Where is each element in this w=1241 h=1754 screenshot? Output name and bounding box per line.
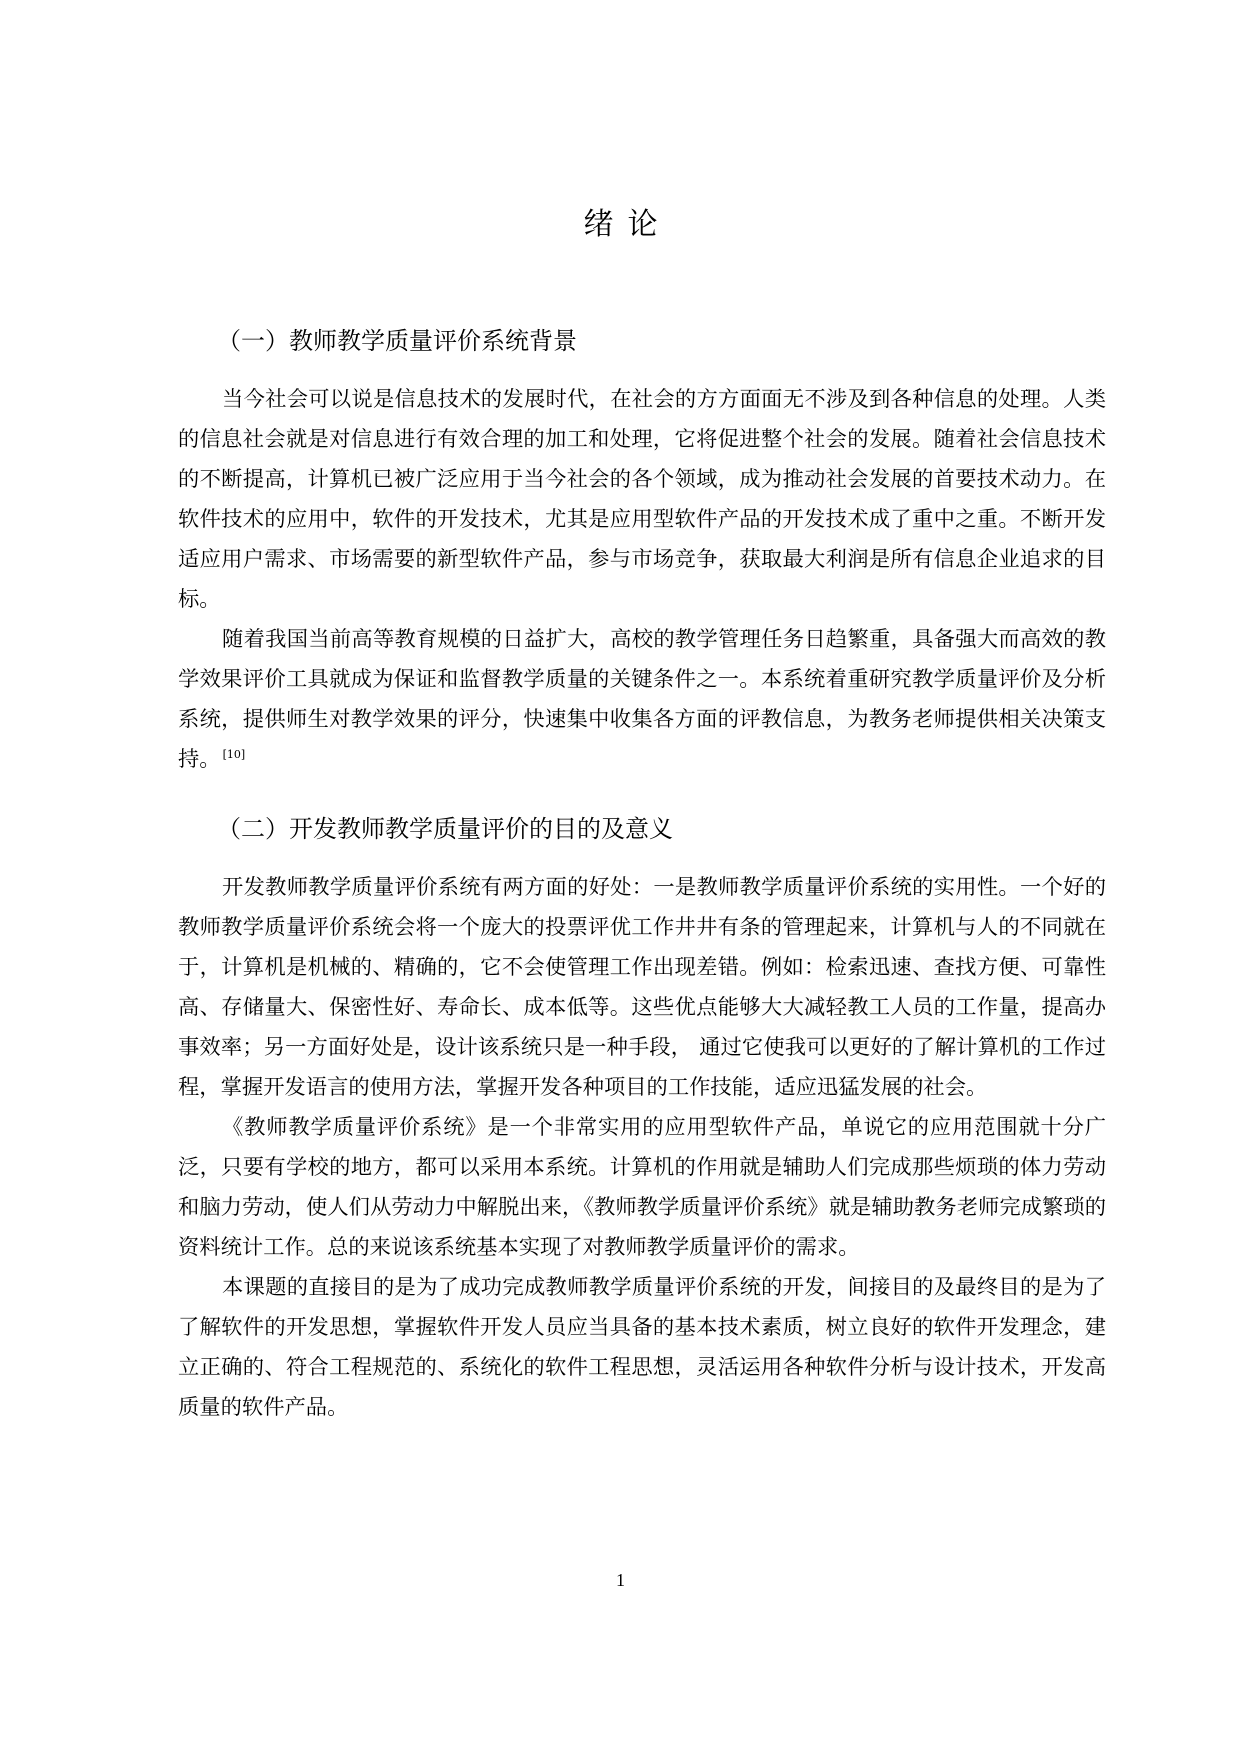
page-number: 1 bbox=[616, 1570, 625, 1590]
paragraph bbox=[178, 380, 1106, 620]
paragraph-text: 当今社会可以说是信息技术的发展时代，在社会的方方面面无不涉及到各种信息的处理。人类的信息社会就是对信息进行有效合理的加工和处理，它将促进整个社会的发展。随着社会信息技术的不断提高，计算机已被广泛应用于当今社会的各个领域，成为推动社会发展的首要技术动力。在软件技术的应用中，软件的开发技术，尤其是应用型软件产品的开发技术成了重中之重。不断开发适应用户需求、市场需要的新型软件产品，参与市场竞争，获取最大利润是所有信息企业追求的目标。 bbox=[178, 387, 1106, 612]
paragraph-text: 《教师教学质量评价系统》是一个非常实用的应用型软件产品，单说它的应用范围就十分广泛，只要有学校的地方，都可以采用本系统。计算机的作用就是辅助人们完成那些烦琐的体力劳动和脑力劳动，使人们从劳动力中解脱出来，《教师教学质量评价系统》就是辅助教务老师完成繁琐的资料统计工作。总的来说该系统基本实现了对教师教学质量评价的需求。 bbox=[178, 1115, 1106, 1260]
paragraph bbox=[178, 620, 1106, 780]
paragraph bbox=[178, 1108, 1106, 1268]
paragraph-text: 开发教师教学质量评价系统有两方面的好处：一是教师教学质量评价系统的实用性。一个好的教师教学质量评价系统会将一个庞大的投票评优工作井井有条的管理起来，计算机与人的不同就在于，计算机是机械的、精确的，它不会使管理工作出现差错。例如：检索迅速、查找方便、可靠性高、存储量大、保密性好、寿命长、成本低等。这些优点能够大大减轻教工人员的工作量，提高办事效率；另一方面好处是，设计该系统只是一种手段， 通过它使我可以更好的了解计算机的工作过程，掌握开发语言的使用方法，掌握开发各种项目的工作技能，适应迅猛发展的社会。 bbox=[178, 875, 1106, 1100]
section-body-purpose bbox=[178, 868, 1106, 1428]
citation-reference: [10] bbox=[222, 747, 246, 761]
section-heading-background: （一）教师教学质量评价系统背景 bbox=[217, 327, 577, 355]
paragraph bbox=[178, 1268, 1106, 1428]
paragraph bbox=[178, 868, 1106, 1108]
page-title: 绪论 bbox=[583, 207, 672, 242]
paragraph-text: 随着我国当前高等教育规模的日益扩大，高校的教学管理任务日趋繁重，具备强大而高效的教学效果评价工具就成为保证和监督教学质量的关键条件之一。本系统着重研究教学质量评价及分析系统，提供师生对教学效果的评分，快速集中收集各方面的评教信息，为教务老师提供相关决策支持。 bbox=[178, 627, 1106, 772]
section-heading-purpose: （二）开发教师教学质量评价的目的及意义 bbox=[217, 815, 673, 843]
paragraph-text: 本课题的直接目的是为了成功完成教师教学质量评价系统的开发，间接目的及最终目的是为了了解软件的开发思想，掌握软件开发人员应当具备的基本技术素质，树立良好的软件开发理念，建立正确的、符合工程规范的、系统化的软件工程思想，灵活运用各种软件分析与设计技术，开发高质量的软件产品。 bbox=[178, 1275, 1106, 1420]
section-body-background bbox=[178, 380, 1106, 780]
